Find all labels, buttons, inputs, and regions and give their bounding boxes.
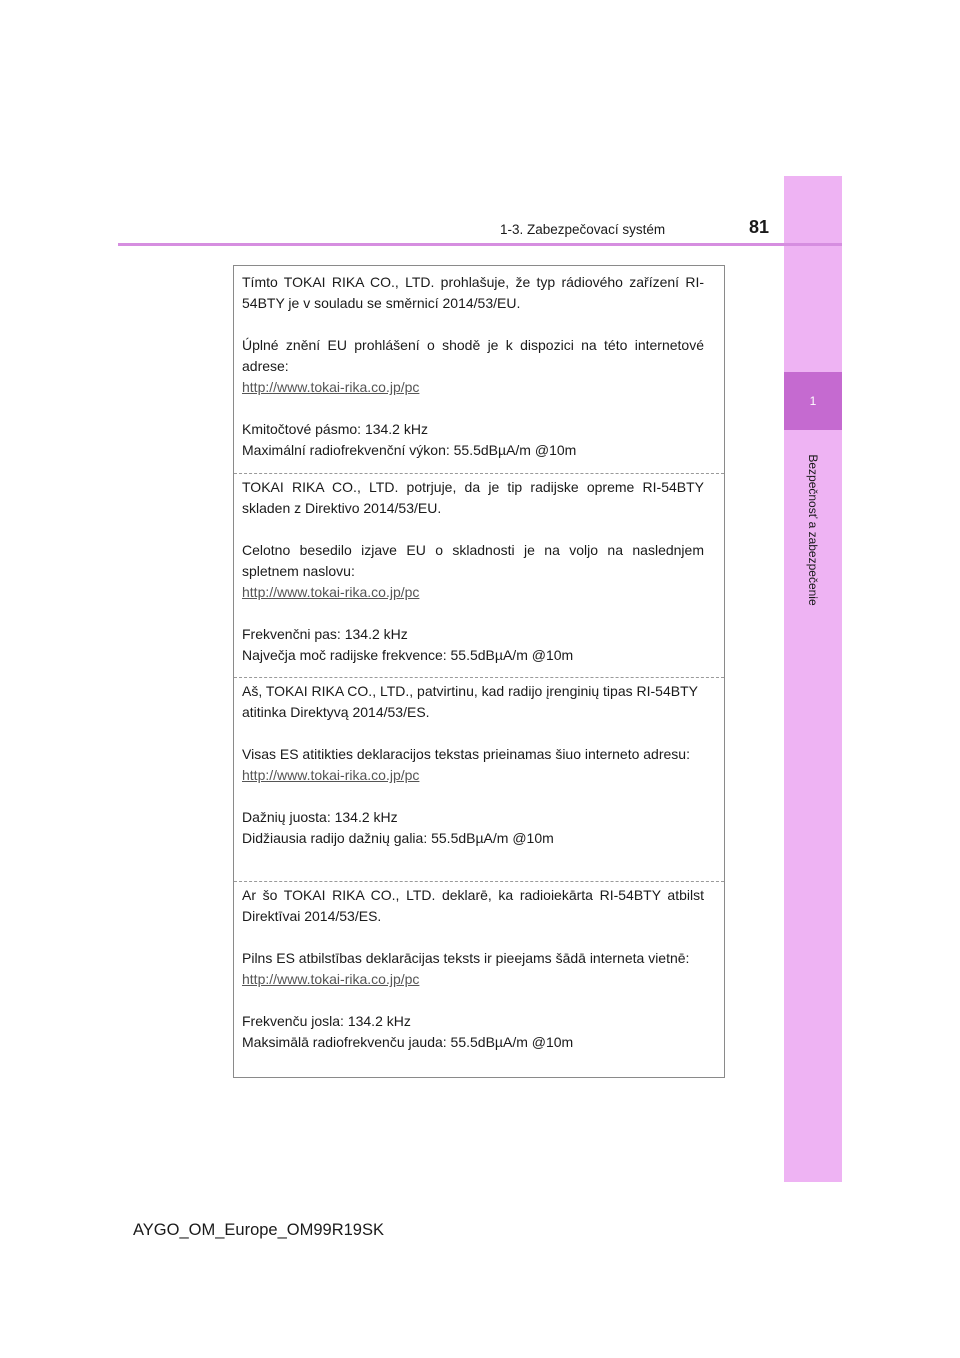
declaration-availability: Visas ES atitikties deklaracijos tekstas prieinamas šiuo interneto adresu: [242,746,690,762]
declaration-availability: Úplné znění EU prohlášení o shodě je k dispozici na této internetové adrese: [242,337,704,374]
block-divider [234,473,724,474]
block-divider [234,881,724,882]
chapter-side-tab [784,176,842,1182]
page-number: 81 [749,217,770,237]
declaration-url-link[interactable]: http://www.tokai-rika.co.jp/pc [242,971,420,987]
declaration-block-slovenian [234,477,724,666]
declaration-url-link[interactable]: http://www.tokai-rika.co.jp/pc [242,767,420,783]
declaration-availability: Pilns ES atbilstības deklarācijas teksts ir pieejams šādā interneta vietnē: [242,950,690,966]
section-title: 1-3. Zabezpečovací systém [500,222,666,237]
declaration-url-link[interactable]: http://www.tokai-rika.co.jp/pc [242,379,420,395]
frequency-band: Frekvenčni pas: 134.2 kHz [242,626,408,642]
declaration-statement: Tímto TOKAI RIKA CO., LTD. prohlašuje, že typ rádiového zařízení RI-54BTY je v souladu se směrnicí 2014/53/EU. [242,274,704,311]
chapter-title-vertical: Bezpečnosť a zabezpečenie [806,454,820,606]
chapter-number: 1 [809,394,817,408]
max-power: Maksimālā radiofrekvenču jauda: 55.5dBµA/m @10m [242,1034,574,1050]
declaration-statement: Aš, TOKAI RIKA CO., LTD., patvirtinu, kad radijo įrenginių tipas RI-54BTY atitinka Direktyvą 2014/53/ES. [242,683,698,720]
max-power: Didžiausia radijo dažnių galia: 55.5dBµA/m @10m [242,830,554,846]
declaration-box [233,265,725,1078]
declaration-block-latvian [234,885,724,1053]
declaration-availability: Celotno besedilo izjave EU o skladnosti je na voljo na naslednjem spletnem naslovu: [242,542,704,579]
frequency-band: Frekvenču josla: 134.2 kHz [242,1013,411,1029]
declaration-block-czech [234,272,724,461]
document-code: AYGO_OM_Europe_OM99R19SK [133,1221,384,1239]
declaration-statement: TOKAI RIKA CO., LTD. potrjuje, da je tip radijske opreme RI-54BTY skladen z Direktivo 2014/53/EU. [242,479,704,516]
header-rule [118,243,842,246]
block-divider [234,677,724,678]
max-power: Največja moč radijske frekvence: 55.5dBµA/m @10m [242,647,574,663]
frequency-band: Dažnių juosta: 134.2 kHz [242,809,398,825]
frequency-band: Kmitočtové pásmo: 134.2 kHz [242,421,428,437]
declaration-statement: Ar šo TOKAI RIKA CO., LTD. deklarē, ka radioiekārta RI-54BTY atbilst Direktīvai 2014/53/ES. [242,887,704,924]
declaration-url-link[interactable]: http://www.tokai-rika.co.jp/pc [242,584,420,600]
max-power: Maximální radiofrekvenční výkon: 55.5dBµA/m @10m [242,442,577,458]
declaration-block-lithuanian [234,681,724,849]
chapter-number-box [784,372,842,430]
